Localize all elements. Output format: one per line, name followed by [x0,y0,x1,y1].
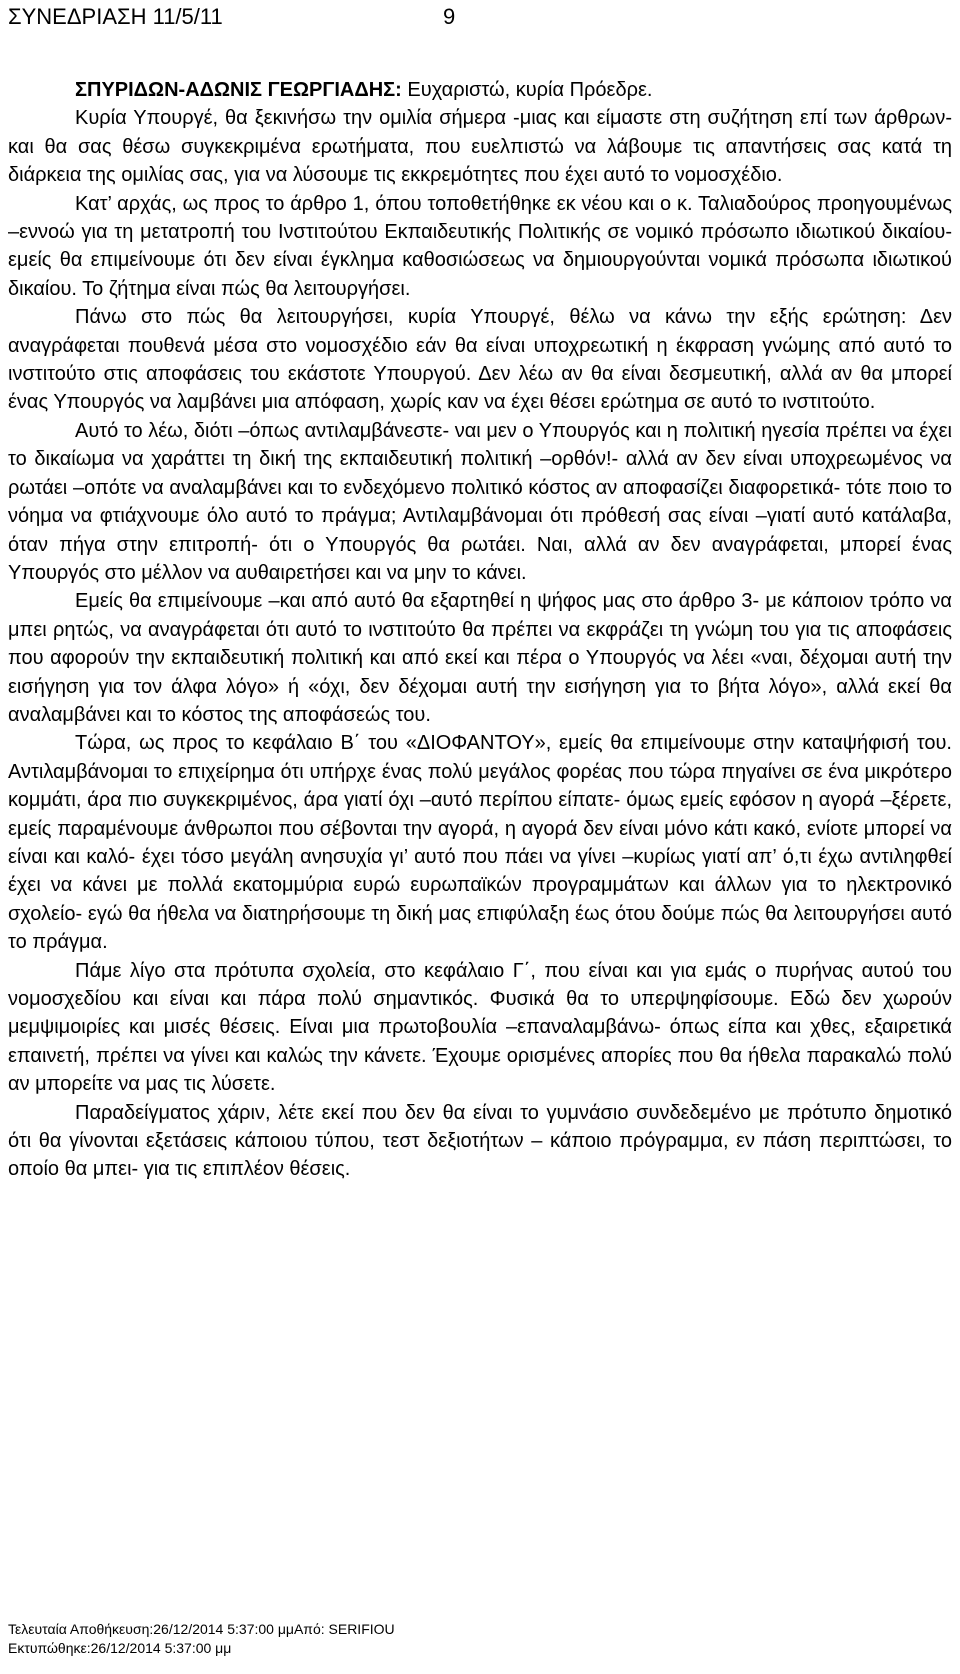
speech-paragraph: Αυτό το λέω, διότι –όπως αντιλαμβάνεστε- ναι μεν ο Υπουργός και η πολιτική ηγεσία πρέπει να έχει το δικαίωμα να χαράττει τη δική της εκπαιδευτική πολιτική –ορθόν!- αλλά αν δεν είναι υποχρεωμένος να ρωτάει –οπότε να αναλαμβάνει και το ενδεχόμενο πολιτικό κόστος αν αποφασίζει διαφορετικά- τότε ποιο το νόημα να φτιάχνουμε όλο αυτό το πράγμα; Αντιλαμβάνομαι ότι πρόθεσή σας είναι –γιατί αυτό κατάλαβα, όταν πήγα στην επιτροπή- ότι ο Υπουργός θα ρωτάει. Ναι, αλλά αν δεν αναγράφεται, μπορεί ένας Υπουργός στο μέλλον να αυθαιρετήσει και να μην το κάνει. [8,419,952,584]
session-title: ΣΥΝΕΔΡΙΑΣΗ 11/5/11 [8,4,223,29]
printed-info: Εκτυπώθηκε:26/12/2014 5:37:00 μμ [8,1640,232,1656]
speech-opening: Ευχαριστώ, κυρία Πρόεδρε. [401,79,653,101]
page-header [8,2,952,32]
speech-paragraph: Κυρία Υπουργέ, θα ξεκινήσω την ομιλία σήμερα -μιας και είμαστε στη συζήτηση επί των άρθρων- και θα σας θέσω συγκεκριμένα ερωτήματα, που ευελπιστώ να λάβουμε τις απαντήσεις σας κατά τη διάρκεια της ομιλίας σας, για να λύσουμε τις εκκρεμότητες που έχει αυτό το νομοσχέδιο. [8,107,952,187]
last-saved-info: Τελευταία Αποθήκευση:26/12/2014 5:37:00 μμΑπό: SERIFIOU [8,1621,395,1637]
speech-opening-paragraph [8,76,952,104]
speech-paragraph: Παραδείγματος χάριν, λέτε εκεί που δεν θα είναι το γυμνάσιο συνδεδεμένο με πρότυπο δημοτικό ότι θα γίνονται εξετάσεις κάποιου τύπου, τεστ δεξιοτήτων – κάποιο πρόγραμμα, εν πάση περιπτώσει, το οποίο θα μπει- για τις επιπλέον θέσεις. [8,1101,952,1181]
speech-paragraph: Τώρα, ως προς το κεφάλαιο Β΄ του «ΔΙΟΦΑΝΤΟΥ», εμείς θα επιμείνουμε στην καταψήφισή του. Αντιλαμβάνομαι το επιχείρημα ότι υπήρχε ένας πολύ μεγάλος φορέας που τώρα πηγαίνει σε ένα μικρότερο κομμάτι, άρα πιο συγκεκριμένος, άρα γιατί όχι –αυτό περίπου είπατε- όμως εμείς εφόσον η αγορά –ξέρετε, εμείς παραμένουμε άνθρωποι που σέβονται την αγορά, η αγορά δεν είναι μόνο κάτι κακό, ενίοτε μπορεί να είναι και καλό- έχει τόσο μεγάλη ανησυχία γι’ αυτό που πάει να γίνει –κυρίως γιατί απ’ ό,τι έχω αντιληφθεί έχει να κάνει με πολλά εκατομμύρια ευρώ ευρωπαϊκών προγραμμάτων και άλλων για το ηλεκτρονικό σχολείο- εγώ θα ήθελα να διατηρήσουμε τη δική μας επιφύλαξη έως ότου δούμε πώς θα λειτουργήσει αυτό το πράγμα. [8,732,952,954]
speech-paragraph: Εμείς θα επιμείνουμε –και από αυτό θα εξαρτηθεί η ψήφος μας στο άρθρο 3- με κάποιον τρόπο να μπει ρητώς, να αναγράφεται ότι αυτό το ινστιτούτο θα πρέπει να εκφράζει τη γνώμη του για τις αποφάσεις που αφορούν την εκπαιδευτική πολιτική και από εκεί και πέρα ο Υπουργός να λέει «ναι, δέχομαι αυτή την εισήγηση για τον άλφα λόγο» ή «όχι, δεν δέχομαι αυτή την εισήγηση για το βήτα λόγο», αλλά εκεί θα αναλαμβάνει και το κόστος της αποφάσεώς του. [8,590,952,726]
speech-paragraph: Κατ’ αρχάς, ως προς το άρθρο 1, όπου τοποθετήθηκε εκ νέου και ο κ. Ταλιαδούρος προηγουμένως –εννοώ για τη μετατροπή του Ινστιτούτου Εκπαιδευτικής Πολιτικής σε νομικό πρόσωπο ιδιωτικού δικαίου- εμείς θα επιμείνουμε ότι δεν είναι έγκλημα καθοσιώσεως να δημιουργούνται νομικά πρόσωπα ιδιωτικού δικαίου. Το ζήτημα είναι πώς θα λειτουργήσει. [8,192,952,300]
speech-body [8,76,952,1184]
speech-paragraph: Πάνω στο πώς θα λειτουργήσει, κυρία Υπουργέ, θέλω να κάνω την εξής ερώτηση: Δεν αναγράφεται πουθενά μέσα στο νομοσχέδιο εάν θα είναι υποχρεωτική η έκφραση γνώμης από αυτό το ινστιτούτο στις αποφάσεις του εκάστοτε Υπουργού. Δεν λέω αν θα είναι δεσμευτική, αλλά αν θα μπορεί ένας Υπουργός να λαμβάνει μια απόφαση, χωρίς καν να έχει θέσει ερώτημα σε αυτό το ινστιτούτο. [8,306,952,414]
page-number: 9 [443,4,456,29]
speaker-name: ΣΠΥΡΙΔΩΝ-ΑΔΩΝΙΣ ΓΕΩΡΓΙΑΔΗΣ: [75,79,402,101]
speech-paragraph: Πάμε λίγο στα πρότυπα σχολεία, στο κεφάλαιο Γ΄, που είναι και για εμάς ο πυρήνας αυτού του νομοσχεδίου και είναι και πάρα πολύ σημαντικός. Φυσικά θα το υπερψηφίσουμε. Εδώ δεν χωρούν μεμψιμοιρίες και μισές θέσεις. Είναι μια πρωτοβουλία –επαναλαμβάνω- όπως είπα και χθες, εξαιρετικά επαινετή, πρέπει να γίνει και καλώς την κάνετε. Έχουμε ορισμένες απορίες που θα ήθελα παρακαλώ πολύ αν μπορείτε να μας τις λύσετε. [8,959,952,1096]
page-footer [8,1620,395,1658]
